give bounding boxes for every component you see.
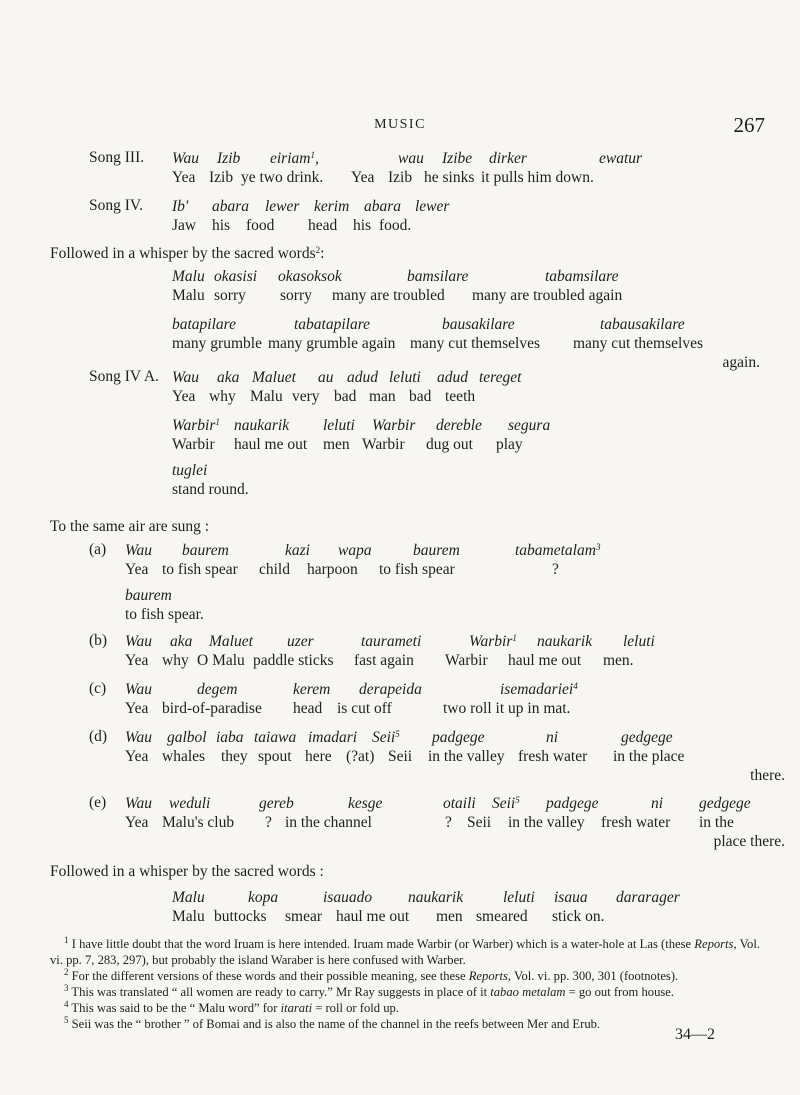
word: Wau — [125, 681, 152, 698]
whisper-1-gloss-line-1 — [172, 286, 772, 305]
word: iaba — [216, 729, 244, 746]
item-c — [125, 680, 775, 718]
word: derapeida — [359, 681, 422, 698]
gloss: men — [436, 908, 463, 925]
word: okasisi — [214, 268, 258, 285]
word: degem — [197, 681, 238, 698]
footnote-ref: 5 — [395, 729, 400, 739]
footnote-number: 5 — [64, 1015, 69, 1025]
gloss: fast again — [354, 652, 414, 669]
song-4a-gloss-line-2 — [172, 435, 772, 454]
word: dirker — [489, 150, 527, 167]
footnote-3 — [50, 984, 760, 1000]
gloss: child — [259, 561, 290, 578]
gloss: in the valley — [428, 748, 505, 765]
gloss: Yea — [125, 652, 149, 669]
word: Ib' — [172, 198, 189, 215]
word: abara — [212, 198, 250, 215]
footnote-text: For the different versions of these words and their possible meaning, see these — [71, 969, 469, 983]
footnote-number: 3 — [64, 983, 69, 993]
word: baurem — [182, 542, 229, 559]
gloss: head — [293, 700, 323, 717]
word: tabausakilare — [600, 316, 685, 333]
gloss: why — [209, 388, 236, 405]
gloss: again. — [722, 354, 760, 371]
gloss: two roll it up in mat. — [443, 700, 571, 717]
colon: : — [320, 245, 325, 262]
word-text: isemadariei — [500, 681, 574, 698]
footnote-ref: 5 — [515, 795, 520, 805]
gloss: play — [496, 436, 523, 453]
whisper-2-gloss-line — [172, 907, 772, 926]
footnote-ref: 1 — [512, 633, 517, 643]
page-header — [0, 113, 800, 139]
gloss: Warbir — [445, 652, 488, 669]
song-4a — [172, 368, 772, 499]
gloss: Yea — [172, 388, 196, 405]
gloss: ? — [552, 561, 559, 578]
word: kesge — [348, 795, 383, 812]
footnote-text: This was said to be the “ Malu word” for — [71, 1001, 281, 1015]
gloss: Warbir — [172, 436, 215, 453]
gloss: many are troubled — [332, 287, 445, 304]
word: isaua — [554, 889, 588, 906]
word: ni — [651, 795, 664, 812]
word: gedgege — [699, 795, 751, 812]
gloss: place there. — [713, 833, 785, 850]
word: au — [318, 369, 334, 386]
gloss: Yea — [125, 561, 149, 578]
footnote-ref: 2 — [315, 245, 321, 255]
gloss: head — [308, 217, 338, 234]
gloss: bird-of-paradise — [162, 700, 262, 717]
word: wau — [398, 150, 424, 167]
item-e-gloss-line — [125, 813, 775, 832]
song-4a-text-line-1 — [172, 368, 772, 387]
signature-mark: 34—2 — [675, 1026, 715, 1043]
footnote-ref: 1 — [215, 417, 220, 427]
word-text: Seii — [492, 795, 516, 812]
gloss: men — [323, 436, 350, 453]
gloss: bad — [334, 388, 357, 405]
gloss: man — [369, 388, 396, 405]
item-a-gloss-line — [125, 560, 775, 579]
footnote-5 — [50, 1016, 760, 1032]
item-b-gloss-line — [125, 651, 775, 670]
word-text: tabametalam — [515, 542, 596, 559]
footnote-text: This was translated “ all women are ready to carry.” Mr Ray suggests in place of it — [71, 985, 491, 999]
gloss: many are troubled again — [472, 287, 623, 304]
word: baurem — [413, 542, 460, 559]
word: tabatapilare — [294, 316, 371, 333]
item-e-label: (e) — [89, 794, 107, 811]
gloss: dug out — [426, 436, 473, 453]
word: uzer — [287, 633, 314, 650]
word: lewer — [415, 198, 450, 215]
footnote-number: 4 — [64, 999, 69, 1009]
song-3-text-line — [172, 149, 772, 168]
word: okasoksok — [278, 268, 342, 285]
gloss: stand round. — [172, 481, 249, 498]
footnote-1 — [50, 936, 760, 968]
song-4 — [172, 197, 772, 235]
gloss: spout — [258, 748, 292, 765]
word: leluti — [389, 369, 421, 386]
footnote-ref: 1 — [310, 150, 315, 160]
song-4a-gloss-line-1 — [172, 387, 772, 406]
item-b-text-line — [125, 632, 775, 651]
gloss: haul me out — [336, 908, 410, 925]
word — [469, 632, 517, 651]
gloss: Yea — [125, 814, 149, 831]
gloss: in the — [699, 814, 734, 831]
song-4-text-line — [172, 197, 772, 216]
word: ewatur — [599, 150, 643, 167]
word: otaili — [443, 795, 476, 812]
page-number: 267 — [733, 113, 765, 137]
whisper-1-gloss-line-2 — [172, 334, 772, 353]
word: baurem — [125, 587, 172, 604]
gloss: it pulls him down. — [481, 169, 594, 186]
song-4a-gloss-line-3 — [172, 480, 772, 499]
gloss: many grumble again — [268, 335, 396, 352]
gloss: O Malu — [197, 652, 245, 669]
item-e-tail-line — [125, 832, 785, 851]
gloss: Malu — [172, 287, 205, 304]
word: padgege — [432, 729, 485, 746]
word: gereb — [259, 795, 294, 812]
word: taiawa — [254, 729, 297, 746]
gloss: Yea — [125, 748, 149, 765]
word: weduli — [169, 795, 211, 812]
footnote-italic: Reports — [468, 969, 508, 983]
gloss: his — [353, 217, 372, 234]
whisper-1-text-line-2 — [172, 315, 772, 334]
gloss: Seii — [467, 814, 492, 831]
song-4a-label: Song IV A. — [89, 368, 159, 385]
word: abara — [364, 198, 402, 215]
footnote-4 — [50, 1000, 760, 1016]
word: Wau — [125, 542, 152, 559]
word-text: Warbir — [469, 633, 513, 650]
whisper-intro-1 — [50, 244, 324, 263]
word: Izibe — [442, 150, 473, 167]
footnote-number: 2 — [64, 967, 69, 977]
word: bausakilare — [442, 316, 515, 333]
gloss: harpoon — [307, 561, 358, 578]
gloss: men. — [603, 652, 634, 669]
word: Izib — [217, 150, 241, 167]
footnote-2 — [50, 968, 760, 984]
song-4a-text-line-2 — [172, 416, 772, 435]
word: adud — [437, 369, 468, 386]
word: imadari — [308, 729, 358, 746]
word: Wau — [125, 795, 152, 812]
word — [515, 541, 600, 560]
song-4-label: Song IV. — [89, 197, 143, 214]
gloss: smear — [285, 908, 323, 925]
word — [492, 794, 520, 813]
gloss: his — [212, 217, 231, 234]
word: Malu — [172, 889, 205, 906]
footnote-text: = go out from house. — [565, 985, 675, 999]
footnote-ref: 3 — [595, 542, 601, 552]
running-title: MUSIC — [374, 117, 426, 132]
word: leluti — [623, 633, 655, 650]
word: kazi — [285, 542, 310, 559]
word: naukarik — [234, 417, 290, 434]
gloss: food — [246, 217, 275, 234]
word: Malu — [172, 268, 205, 285]
footnote-ref: 4 — [573, 681, 578, 691]
item-e — [125, 794, 785, 851]
item-b-label: (b) — [89, 632, 108, 649]
word: wapa — [338, 542, 372, 559]
word: Wau — [172, 369, 199, 386]
footnote-italic: Reports — [694, 937, 734, 951]
word: batapilare — [172, 316, 237, 333]
word: gedgege — [621, 729, 673, 746]
word: adud — [347, 369, 378, 386]
footnote-italic: tabao metalam — [490, 985, 566, 999]
word — [372, 728, 400, 747]
item-d-text-line — [125, 728, 775, 747]
item-d-tail-line — [125, 766, 785, 785]
gloss: here — [305, 748, 332, 765]
item-e-text-line — [125, 794, 775, 813]
word: Wau — [125, 633, 152, 650]
item-c-text-line — [125, 680, 775, 699]
gloss: ye two drink. — [241, 169, 324, 186]
word: kerim — [314, 198, 350, 215]
gloss: whales — [162, 748, 206, 765]
gloss: fresh water — [518, 748, 588, 765]
word: Maluet — [252, 369, 296, 386]
footnote-text: , Vol. vi. pp. 7, 283, 297), but probably the island Waraber is here confused with Warber. — [50, 937, 760, 967]
gloss: Yea — [172, 169, 196, 186]
gloss: in the place — [613, 748, 685, 765]
gloss: ? — [445, 814, 452, 831]
gloss: Yea — [125, 700, 149, 717]
song-4a-text-line-3 — [172, 461, 772, 480]
whisper-words-2 — [172, 888, 772, 926]
item-a — [125, 541, 775, 624]
item-d-gloss-line — [125, 747, 775, 766]
footnotes — [50, 936, 760, 1032]
gloss: why — [162, 652, 189, 669]
word: isauado — [323, 889, 373, 906]
song-3-gloss-line — [172, 168, 772, 187]
gloss: ? — [265, 814, 272, 831]
word: naukarik — [408, 889, 464, 906]
word: Wau — [125, 729, 152, 746]
word: ni — [546, 729, 559, 746]
item-a-gloss-line-2 — [125, 605, 775, 624]
footnote-text: , Vol. vi. pp. 300, 301 (footnotes). — [507, 969, 679, 983]
item-a-text-line — [125, 541, 775, 560]
word: leluti — [503, 889, 535, 906]
word: padgege — [546, 795, 599, 812]
word-text: Seii — [372, 729, 396, 746]
gloss: Izib — [388, 169, 413, 186]
word: Wau — [172, 150, 199, 167]
gloss: in the valley — [508, 814, 585, 831]
footnote-number: 1 — [64, 935, 69, 945]
gloss: teeth — [445, 388, 476, 405]
intro-text: Followed in a whisper by the sacred words — [50, 245, 316, 262]
item-c-label: (c) — [89, 680, 107, 697]
word: leluti — [323, 417, 355, 434]
gloss: (?at) — [346, 748, 375, 765]
item-d — [125, 728, 785, 785]
word: aka — [217, 369, 240, 386]
word: naukarik — [537, 633, 593, 650]
item-b — [125, 632, 775, 670]
gloss: he sinks — [424, 169, 475, 186]
song-3 — [172, 149, 772, 187]
word: segura — [508, 417, 551, 434]
gloss: Malu's club — [162, 814, 235, 831]
word: galbol — [167, 729, 207, 746]
word — [500, 680, 578, 699]
gloss: paddle sticks — [253, 652, 334, 669]
word: dereble — [436, 417, 482, 434]
word-text: eiriam — [270, 150, 311, 167]
gloss: buttocks — [214, 908, 267, 925]
gloss: fresh water — [601, 814, 671, 831]
song-4-gloss-line — [172, 216, 772, 235]
gloss: is cut off — [337, 700, 392, 717]
word: dararager — [616, 889, 680, 906]
gloss: smeared — [476, 908, 528, 925]
gloss: Malu — [250, 388, 283, 405]
gloss: there. — [750, 767, 785, 784]
word: Warbir — [372, 417, 416, 434]
footnote-italic: itarati — [280, 1001, 313, 1015]
gloss: many cut themselves — [573, 335, 703, 352]
word: bamsilare — [407, 268, 469, 285]
gloss: haul me out — [508, 652, 582, 669]
item-c-gloss-line — [125, 699, 775, 718]
gloss: many grumble — [172, 335, 262, 352]
gloss: to fish spear — [162, 561, 238, 578]
gloss: Jaw — [172, 217, 197, 234]
word: kopa — [248, 889, 279, 906]
word — [172, 416, 220, 435]
word-text: Warbir — [172, 417, 216, 434]
word: kerem — [293, 681, 331, 698]
song-3-label: Song III. — [89, 149, 145, 166]
word: aka — [170, 633, 193, 650]
gloss: Malu — [172, 908, 205, 925]
gloss: in the channel — [285, 814, 372, 831]
word: tabamsilare — [545, 268, 619, 285]
footnote-text: Seii was the “ brother ” of Bomai and is also the name of the channel in the reefs between Mer and Erub. — [71, 1017, 601, 1031]
word: taurameti — [361, 633, 422, 650]
word: tuglei — [172, 462, 208, 479]
gloss: bad — [409, 388, 432, 405]
whisper-1-text-line-1 — [172, 267, 772, 286]
gloss: stick on. — [552, 908, 605, 925]
gloss: to fish spear — [379, 561, 455, 578]
gloss: Seii — [388, 748, 413, 765]
item-a-text-line-2 — [125, 586, 775, 605]
gloss: they — [221, 748, 248, 765]
footnote-text: = roll or fold up. — [312, 1001, 399, 1015]
air-intro: To the same air are sung : — [50, 518, 210, 535]
gloss: haul me out — [234, 436, 308, 453]
word: eiriam$^1$, — [270, 150, 319, 167]
gloss: many cut themselves — [410, 335, 540, 352]
word: Maluet — [209, 633, 253, 650]
gloss: to fish spear. — [125, 606, 204, 623]
word: tereget — [479, 369, 522, 386]
word: lewer — [265, 198, 300, 215]
footnote-text: I have little doubt that the word Iruam is here intended. Iruam made Warbir (or Warber) which is a water-hole at Las (these — [71, 937, 695, 951]
item-a-label: (a) — [89, 541, 107, 558]
gloss: Yea — [351, 169, 375, 186]
gloss: very — [292, 388, 320, 405]
item-d-label: (d) — [89, 728, 108, 745]
whisper-words-1 — [172, 267, 772, 372]
whisper-2-text-line — [172, 888, 772, 907]
whisper-intro-2: Followed in a whisper by the sacred words : — [50, 863, 324, 880]
gloss: Warbir — [362, 436, 405, 453]
gloss: Izib — [209, 169, 234, 186]
gloss: sorry — [214, 287, 246, 304]
gloss: food. — [379, 217, 412, 234]
gloss: sorry — [280, 287, 312, 304]
